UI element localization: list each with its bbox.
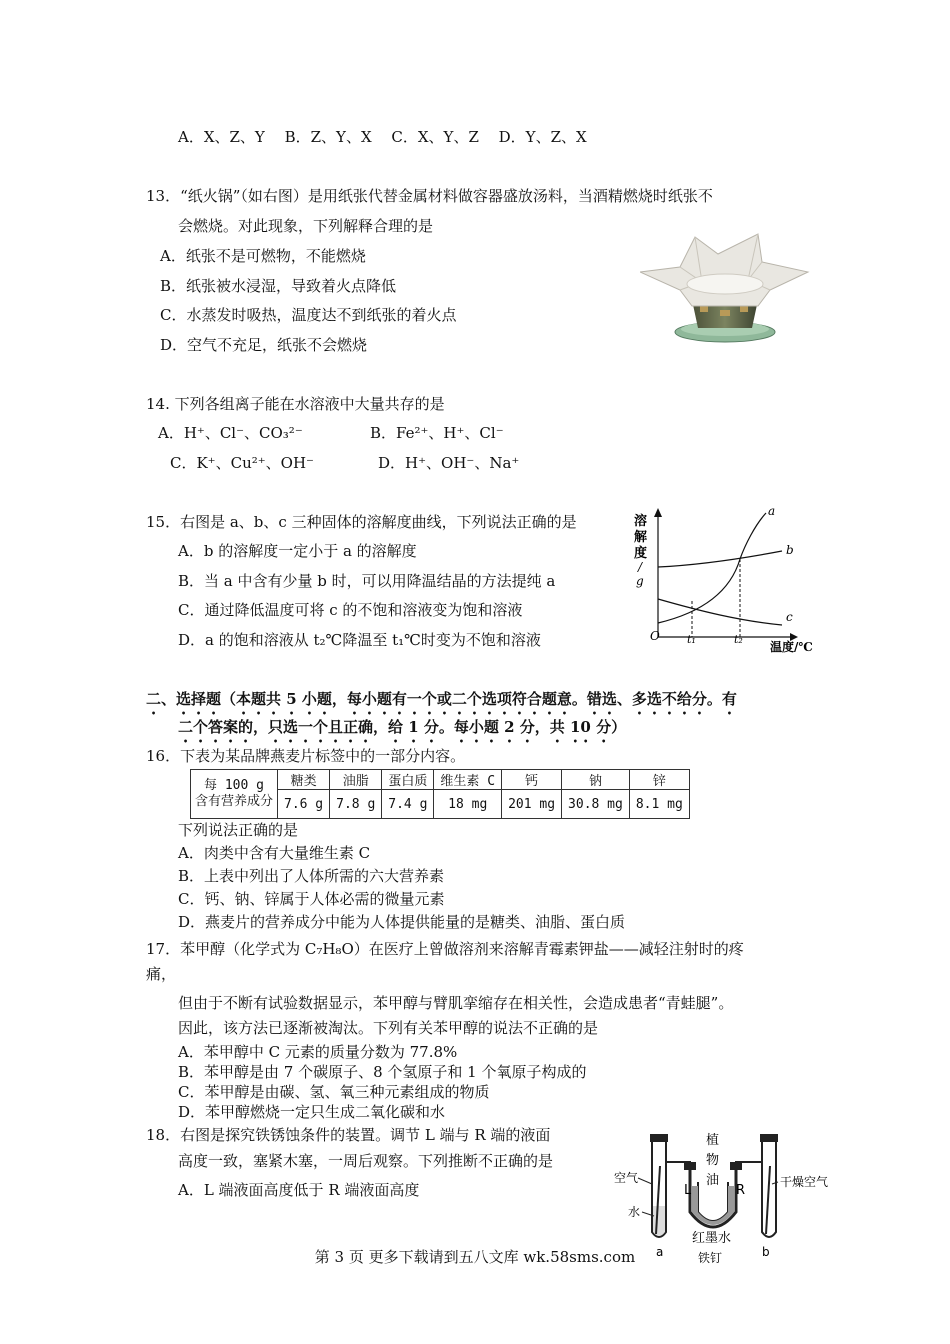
q16-option-a: A．肉类中含有大量维生素 C xyxy=(178,844,371,862)
q17-stem-line2: 痛， xyxy=(146,965,177,983)
q17-option-d: D．苯甲醇燃烧一定只生成二氧化碳和水 xyxy=(178,1103,446,1121)
q16-option-b: B．上表中列出了人体所需的六大营养素 xyxy=(178,867,445,885)
t2-label: t₂ xyxy=(734,633,743,646)
q14-stem: 14. 下列各组离子能在水溶液中大量共存的是 xyxy=(146,395,445,413)
left-water xyxy=(653,1206,665,1236)
table-cell: 201 mg xyxy=(502,790,562,819)
label-R: R xyxy=(736,1183,746,1198)
q18-stem-line2: 高度一致，塞紧木塞，一周后观察。下列推断不正确的是 xyxy=(178,1152,554,1170)
table-col-header: 钠 xyxy=(562,770,630,790)
table-col-header: 钙 xyxy=(502,770,562,790)
q17-stem-line1: 17．苯甲醇（化学式为 C₇H₈O）在医疗上曾做溶剂来溶解青霉素钾盐——减轻注射时的疼 xyxy=(146,940,744,958)
dry-air-label: 干燥空气 xyxy=(780,1175,829,1189)
q17-option-a: A．苯甲醇中 C 元素的质量分数为 77.8% xyxy=(178,1043,458,1061)
q12-options: A．X、Z、Y B．Z、Y、X C．X、Y、Z D．Y、Z、X xyxy=(178,128,587,146)
section2-line1 xyxy=(146,689,737,718)
paper-hotpot-image xyxy=(640,232,810,352)
curve-c-label: c xyxy=(786,610,793,624)
q14-option-d: D．H⁺、OH⁻、Na⁺ xyxy=(378,454,520,472)
y-axis-label-4: / xyxy=(638,560,643,574)
label-L: L xyxy=(684,1183,692,1198)
curve-b-label: b xyxy=(786,543,794,557)
q16-stem: 16．下表为某品牌燕麦片标签中的一部分内容。 xyxy=(146,747,466,765)
right-nail xyxy=(766,1166,770,1234)
curve-a-label: a xyxy=(768,505,776,518)
y-axis-label-1: 溶 xyxy=(634,514,648,529)
oil-label-3: 油 xyxy=(706,1173,720,1188)
table-col-header: 蛋白质 xyxy=(382,770,434,790)
solubility-chart xyxy=(630,505,825,655)
section2-line2 xyxy=(178,717,626,746)
table-col-header: 锌 xyxy=(629,770,689,790)
curve-a xyxy=(658,513,766,623)
table-header-cell: 每 100 g 含有营养成分 xyxy=(191,770,278,819)
table-col-header: 油脂 xyxy=(330,770,382,790)
section2-line2-text: 二个答案的，只选一个且正确，给 1 分。每小题 2 分，共 10 分） xyxy=(178,718,627,736)
q16-option-c: C．钙、钠、锌属于人体必需的微量元素 xyxy=(178,890,445,908)
air-label: 空气 xyxy=(614,1171,639,1185)
section2-line1-text: 二、选择题（本题共 5 小题，每小题有一个或二个选项符合题意。错选、多选不给分。有 xyxy=(146,690,737,708)
q13-option-d: D．空气不充足，纸张不会燃烧 xyxy=(160,336,368,354)
table-cell: 7.6 g xyxy=(278,790,330,819)
q17-stem-line3: 但由于不断有试验数据显示，苯甲醇与臂肌挛缩存在相关性，会造成患者“青蛙腿”。 xyxy=(178,994,734,1012)
nail-label: 铁钉 xyxy=(698,1251,723,1265)
table-row xyxy=(191,770,690,790)
label-a: a xyxy=(656,1245,664,1259)
nutrition-table xyxy=(190,769,690,819)
origin-label: O xyxy=(650,629,660,643)
q18-stem-line1: 18．右图是探究铁锈蚀条件的装置。调节 L 端与 R 端的液面 xyxy=(146,1126,551,1144)
right-stopper xyxy=(760,1134,778,1142)
left-stopper xyxy=(650,1134,668,1142)
table-cell: 7.4 g xyxy=(382,790,434,819)
page-footer: 第 3 页 更多下载请到五八文库 wk.58sms.com xyxy=(314,1248,636,1266)
curve-c xyxy=(658,599,782,625)
q13-stem-line1: 13．“纸火锅”（如右图）是用纸张代替金属材料做容器盛放汤料，当酒精燃烧时纸张不 xyxy=(146,187,713,205)
q15-stem: 15．右图是 a、b、c 三种固体的溶解度曲线，下列说法正确的是 xyxy=(146,513,577,531)
table-col-header: 糖类 xyxy=(278,770,330,790)
table-cell: 18 mg xyxy=(434,790,502,819)
oil-label-1: 植 xyxy=(706,1133,720,1148)
oil-label-2: 物 xyxy=(706,1153,720,1168)
q13-option-a: A．纸张不是可燃物，不能燃烧 xyxy=(160,247,366,265)
q17-option-b: B．苯甲醇是由 7 个碳原子、8 个氢原子和 1 个氧原子构成的 xyxy=(178,1063,587,1081)
red-ink-label: 红墨水 xyxy=(692,1231,732,1246)
q13-option-c: C．水蒸发时吸热，温度达不到纸张的着火点 xyxy=(160,306,457,324)
q14-option-a: A．H⁺、Cl⁻、CO₃²⁻ xyxy=(158,424,303,442)
y-axis-arrow xyxy=(654,508,662,517)
q17-option-c: C．苯甲醇是由碳、氢、氧三种元素组成的物质 xyxy=(178,1083,490,1101)
air-pointer xyxy=(638,1178,652,1184)
table-cell: 8.1 mg xyxy=(629,790,689,819)
y-axis-label-2: 解 xyxy=(634,530,648,545)
table-col-header: 维生素 C xyxy=(434,770,502,790)
q14-option-b: B．Fe²⁺、H⁺、Cl⁻ xyxy=(370,424,504,442)
table-cell: 7.8 g xyxy=(330,790,382,819)
t1-label: t₁ xyxy=(687,633,696,646)
q13-stem-line2: 会燃烧。对此现象，下列解释合理的是 xyxy=(178,217,434,235)
y-axis-label-3: 度 xyxy=(634,546,648,561)
q13-option-b: B．纸张被水浸湿，导致着火点降低 xyxy=(160,277,397,295)
q15-option-d: D．a 的饱和溶液从 t₂℃降温至 t₁℃时变为不饱和溶液 xyxy=(178,631,541,649)
q18-option-a: A．L 端液面高度低于 R 端液面高度 xyxy=(178,1181,420,1199)
q16-option-d: D．燕麦片的营养成分中能为人体提供能量的是糖类、油脂、蛋白质 xyxy=(178,913,626,931)
q15-option-a: A．b 的溶解度一定小于 a 的溶解度 xyxy=(178,542,417,560)
q15-option-c: C．通过降低温度可将 c 的不饱和溶液变为饱和溶液 xyxy=(178,601,523,619)
label-b: b xyxy=(762,1245,770,1259)
table-cell: 30.8 mg xyxy=(562,790,630,819)
q14-option-c: C．K⁺、Cu²⁺、OH⁻ xyxy=(170,454,314,472)
q15-option-b: B．当 a 中含有少量 b 时，可以用降温结晶的方法提纯 a xyxy=(178,572,556,590)
left-u-stopper xyxy=(684,1162,696,1170)
y-axis-label-5: g xyxy=(636,574,644,588)
water-label: 水 xyxy=(628,1205,641,1219)
q16-prompt: 下列说法正确的是 xyxy=(178,821,299,839)
right-u-stopper xyxy=(730,1162,742,1170)
q17-stem-line4: 因此，该方法已逐渐被淘汰。下列有关苯甲醇的说法不正确的是 xyxy=(178,1019,599,1037)
curve-b xyxy=(658,551,782,567)
x-axis-label: 温度/℃ xyxy=(770,640,813,654)
